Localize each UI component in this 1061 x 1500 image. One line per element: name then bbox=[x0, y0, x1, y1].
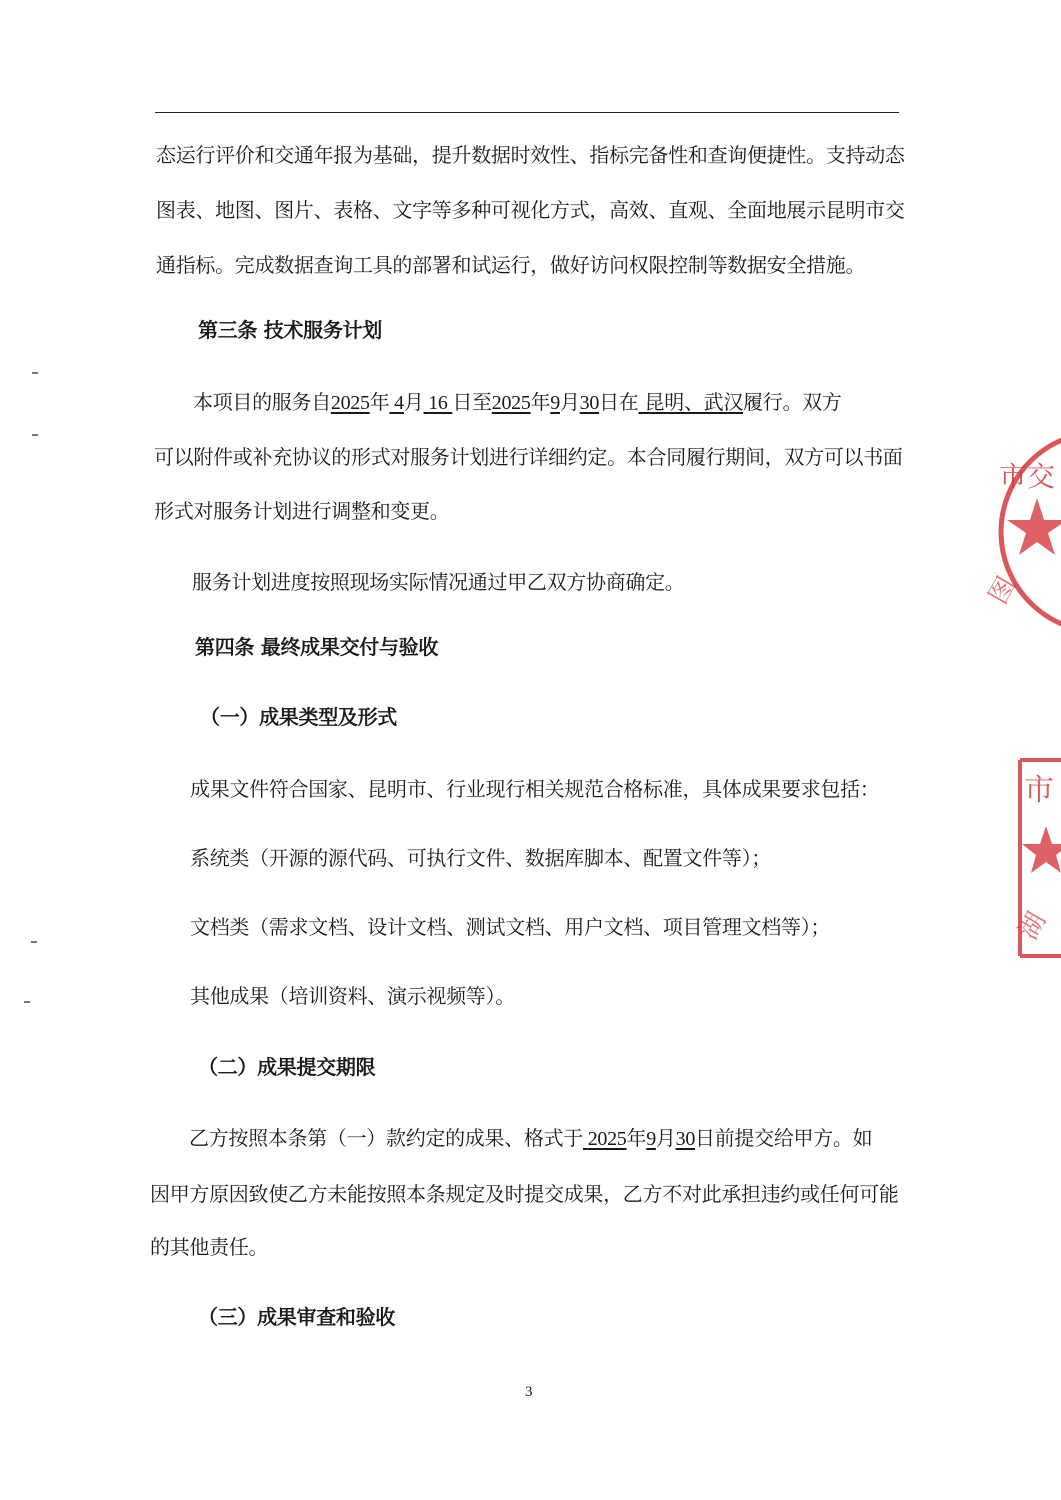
subheading-review: （三）成果审查和验收 bbox=[198, 1305, 395, 1329]
end-month: 9 bbox=[550, 392, 560, 414]
subheading-deadline: （二）成果提交期限 bbox=[198, 1055, 376, 1079]
deadline-month: 9 bbox=[646, 1128, 656, 1150]
article3-line-1: 可以附件或补充协议的形式对服务计划进行详细约定。本合同履行期间，双方可以书面 bbox=[154, 445, 903, 469]
article3-heading: 第三条 技术服务计划 bbox=[198, 318, 382, 342]
seal-text: 市交 bbox=[999, 460, 1056, 493]
subheading-result-types: （一）成果类型及形式 bbox=[200, 705, 397, 729]
service-place: 昆明、武汉 bbox=[644, 390, 744, 414]
article4-heading: 第四条 最终成果交付与验收 bbox=[195, 635, 439, 659]
schedule-prefix: 本项目的服务自 bbox=[193, 390, 331, 414]
page-number: 3 bbox=[525, 1384, 533, 1400]
seal-text: 市 bbox=[1024, 773, 1054, 808]
end-year: 2025 bbox=[491, 392, 531, 414]
scan-mark bbox=[32, 434, 38, 436]
article4-line-1: 因甲方原因致使乙方未能按照本条规定及时提交成果，乙方不对此承担违约或任何可能 bbox=[150, 1182, 899, 1206]
seal-text-lower: 湖 bbox=[1013, 907, 1053, 945]
start-year: 2025 bbox=[330, 392, 370, 414]
intro-line-1: 态运行评价和交通年报为基础，提升数据时效性、指标完备性和查询便捷性。支持动态 bbox=[156, 143, 905, 167]
seal-star-icon bbox=[1022, 826, 1061, 873]
start-month: 4 bbox=[394, 392, 404, 414]
intro-line-2: 图表、地图、图片、表格、文字等多种可视化方式，高效、直观、全面地展示昆明市交 bbox=[156, 198, 905, 222]
deadline-year: 2025 bbox=[587, 1128, 627, 1150]
deadline-day: 30 bbox=[675, 1128, 696, 1150]
official-seal-stamp bbox=[985, 428, 1061, 634]
result-item-system: 系统类（开源的源代码、可执行文件、数据库脚本、配置文件等）； bbox=[190, 846, 771, 870]
scan-mark bbox=[32, 372, 38, 374]
start-day: 16 bbox=[428, 392, 448, 414]
result-item-documents: 文档类（需求文档、设计文档、测试文档、用户文档、项目管理文档等）； bbox=[190, 915, 831, 939]
intro-line-3: 通指标。完成数据查询工具的部署和试运行，做好访问权限控制等数据安全措施。 bbox=[156, 253, 866, 277]
side-seal-stamp bbox=[1013, 756, 1061, 964]
article3-line-2: 形式对服务计划进行调整和变更。 bbox=[154, 499, 450, 523]
service-schedule-line: 本项目的服务自2025年 4月 16 日至2025年9月30日在 昆明、武汉履行。双方 bbox=[193, 390, 842, 414]
end-day: 30 bbox=[579, 392, 600, 414]
header-rule bbox=[155, 112, 899, 113]
progress-statement: 服务计划进度按照现场实际情况通过甲乙双方协商确定。 bbox=[192, 570, 685, 594]
article4-line-2: 的其他责任。 bbox=[150, 1235, 269, 1259]
result-item-standards: 成果文件符合国家、昆明市、行业现行相关规范合格标准，具体成果要求包括： bbox=[190, 777, 880, 801]
scan-mark bbox=[31, 941, 37, 943]
seal-star-icon bbox=[1007, 498, 1061, 555]
result-item-other: 其他成果（培训资料、演示视频等）。 bbox=[190, 984, 515, 1008]
scan-mark bbox=[24, 1001, 30, 1003]
seal-text-lower: 图 bbox=[983, 571, 1023, 610]
deadline-line: 乙方按照本条第（一）款约定的成果、格式于 2025年9月30日前提交给甲方。如 bbox=[189, 1126, 873, 1150]
